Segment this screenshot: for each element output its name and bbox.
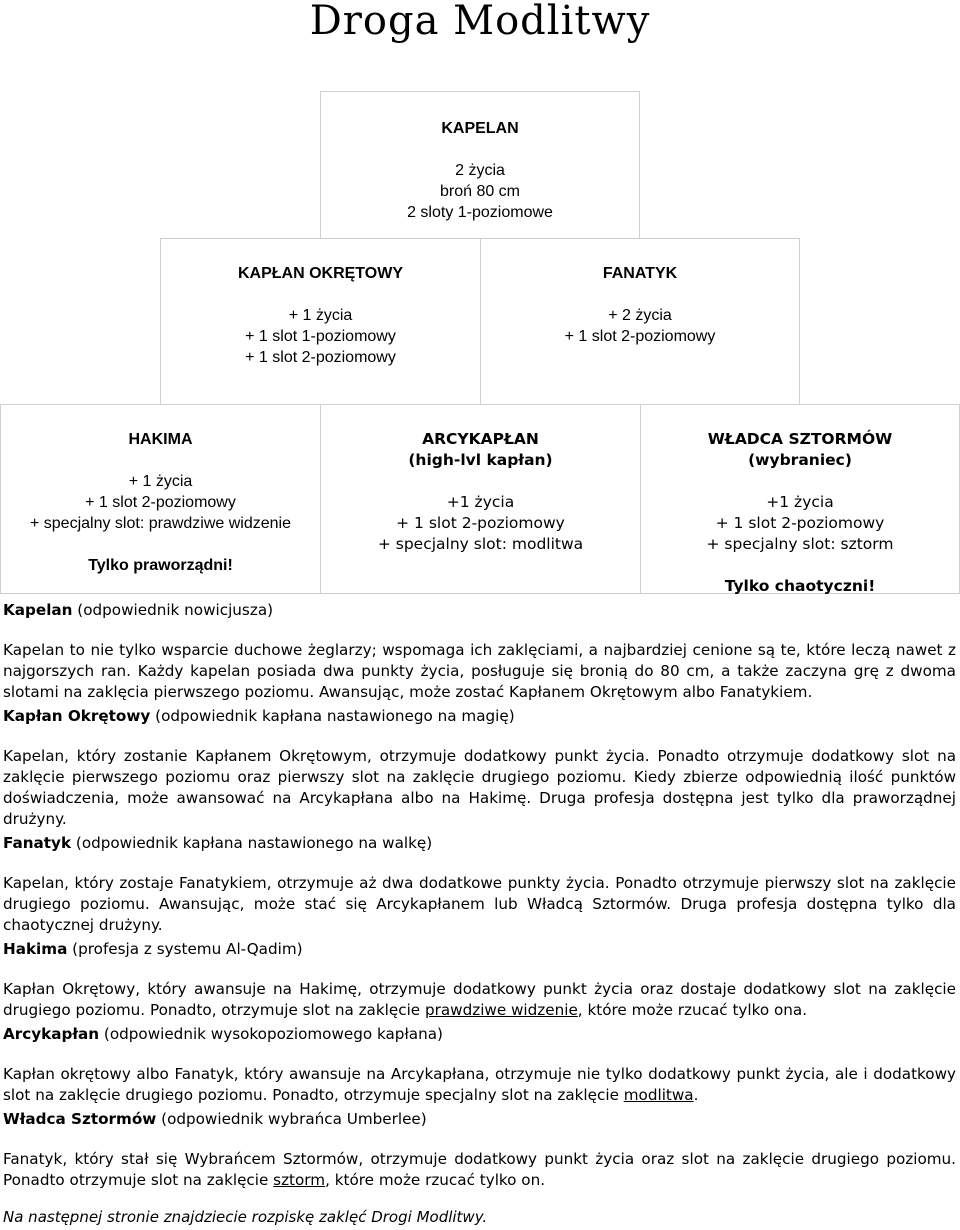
tree-level3-name: WŁADCA SZTORMÓW xyxy=(707,430,893,448)
tree-level3-line: +1 życia xyxy=(766,493,834,511)
tree-level3-line: + specjalny slot: modlitwa xyxy=(377,535,584,553)
section-qualifier: (odpowiednik kapłana nastawionego na walkę) xyxy=(71,834,433,852)
section-name: Władca Sztormów xyxy=(3,1110,157,1128)
section-heading-kaplan-okretowy xyxy=(3,706,956,727)
tree-root-box xyxy=(320,91,640,239)
tree-root-line: broń 80 cm xyxy=(439,183,521,200)
tree-level3-note: Tylko chaotyczni! xyxy=(724,577,876,595)
tree-level2-line: + 1 slot 2-poziomowy xyxy=(564,328,716,345)
tree-level2-line: + 1 slot 2-poziomowy xyxy=(245,349,396,366)
section-name: Fanatyk xyxy=(3,834,72,852)
section-text-part: , które może rzucać tylko ona. xyxy=(577,1001,808,1019)
tree-level3-line: + specjalny slot: prawdziwe widzenie xyxy=(29,515,291,532)
tree-root-name: KAPELAN xyxy=(441,120,519,137)
section-qualifier: (profesja z systemu Al-Qadim) xyxy=(67,940,303,958)
tree-level3-line: + specjalny slot: sztorm xyxy=(706,535,894,553)
section-text xyxy=(3,979,956,1021)
tree-level2-box-kaplan-okretowy xyxy=(160,238,481,405)
footer-note: Na następnej stronie znajdziecie rozpiskę zaklęć Drogi Modlitwy. xyxy=(3,1208,488,1226)
tree-level3-name: ARCYKAPŁAN xyxy=(422,430,539,448)
section-heading-arcykaplan xyxy=(3,1024,956,1045)
section-name: Hakima xyxy=(3,940,68,958)
tree-level3-box-wladca-sztormow xyxy=(640,404,960,594)
spell-link-sztorm[interactable]: sztorm xyxy=(273,1171,326,1189)
section-text xyxy=(3,1064,956,1106)
tree-level3-box-hakima xyxy=(0,404,321,594)
tree-level3-note: Tylko praworządni! xyxy=(88,557,233,574)
spell-link-prawdziwe-widzenie[interactable]: prawdziwe widzenie xyxy=(424,1001,578,1019)
tree-root-line: 2 sloty 1-poziomowe xyxy=(407,204,553,221)
tree-level2-line: + 1 życia xyxy=(288,307,353,324)
tree-level2-box-fanatyk xyxy=(480,238,800,405)
section-text xyxy=(3,1149,956,1191)
section-qualifier: (odpowiednik wysokopoziomowego kapłana) xyxy=(99,1025,443,1043)
section-qualifier: (odpowiednik nowicjusza) xyxy=(72,601,274,619)
section-heading-fanatyk xyxy=(3,833,956,854)
section-name: Kapelan xyxy=(3,601,73,619)
section-text-part: . xyxy=(693,1086,699,1104)
tree-level3-line: + 1 slot 2-poziomowy xyxy=(396,514,565,532)
tree-level3-box-arcykaplan xyxy=(320,404,641,594)
section-text-part: Fanatyk, który stał się Wybrańcem Sztormów, otrzymuje dodatkowy punkt życia oraz slot na zaklęcie drugiego poziomu. Ponadto otrzymuje slot na zaklęcie xyxy=(3,1150,956,1189)
tree-level3-line: + 1 życia xyxy=(128,473,193,490)
tree-root-line: 2 życia xyxy=(455,162,505,179)
tree-level3-line: + 1 slot 2-poziomowy xyxy=(85,494,236,511)
tree-level3-line: +1 życia xyxy=(446,493,515,511)
tree-level2-line: + 1 slot 1-poziomowy xyxy=(245,328,396,345)
section-heading-kapelan xyxy=(3,600,956,621)
tree-level3-subtitle: (high-lvl kapłan) xyxy=(408,451,553,469)
section-heading-hakima xyxy=(3,939,956,960)
descriptions xyxy=(3,600,956,1191)
tree-level3-line: + 1 slot 2-poziomowy xyxy=(715,514,885,532)
tree-level3-subtitle: (wybraniec) xyxy=(748,451,852,469)
section-text: Kapelan, który zostanie Kapłanem Okrętowym, otrzymuje dodatkowy punkt życia. Ponadto otrzymuje dodatkowy slot na zaklęcie pierwszego poziomu oraz pierwszy slot na zaklęcie drugiego poziomu. Kiedy zbierze odpowiednią ilość punktów doświadczenia, może awansować na Arcykapłana albo na Hakimę. Druga profesja dostępna jest tylko dla praworządnej drużyny. xyxy=(3,747,956,828)
section-qualifier: (odpowiednik wybrańca Umberlee) xyxy=(156,1110,427,1128)
section-text: Kapelan, który zostaje Fanatykiem, otrzymuje aż dwa dodatkowe punkty życia. Ponadto otrzymuje pierwszy slot na zaklęcie drugiego poziomu. Awansując, może stać się Arcykapłanem lub Władcą Sztormów. Druga profesja dostępna tylko dla chaotycznej drużyny. xyxy=(3,874,956,934)
tree-level2-name: FANATYK xyxy=(602,265,678,282)
tree-level2-name: KAPŁAN OKRĘTOWY xyxy=(237,265,404,282)
tree-level2-line: + 2 życia xyxy=(608,307,672,324)
section-text-part: Kapłan Okrętowy, który awansuje na Hakimę, otrzymuje dodatkowy punkt życia oraz dostaje dodatkowy slot na zaklęcie drugiego poziomu. Ponadto, otrzymuje slot na zaklęcie xyxy=(3,980,956,1019)
section-name: Arcykapłan xyxy=(3,1025,100,1043)
section-text: Kapelan to nie tylko wsparcie duchowe żeglarzy; wspomaga ich zaklęciami, a najbardziej cenione są te, które leczą nawet z najgorszych ran. Każdy kapelan posiada dwa punkty życia, posługuje się bronią do 80 cm, a także zaczyna grę z dwoma slotami na zaklęcia pierwszego poziomu. Awansując, może zostać Kapłanem Okrętowym albo Fanatykiem. xyxy=(3,641,956,701)
page-title: Droga Modlitwy xyxy=(309,0,651,44)
spell-link-modlitwa[interactable]: modlitwa xyxy=(623,1086,694,1104)
section-heading-wladca-sztormow xyxy=(3,1109,956,1130)
section-qualifier: (odpowiednik kapłana nastawionego na magię) xyxy=(150,707,515,725)
section-text-part: , które może rzucać tylko on. xyxy=(325,1171,546,1189)
section-name: Kapłan Okrętowy xyxy=(3,707,151,725)
section-text-part: Kapłan okrętowy albo Fanatyk, który awansuje na Arcykapłana, otrzymuje nie tylko dodatkowy punkt życia, ale i dodatkowy slot na zaklęcie drugiego poziomu. Ponadto, otrzymuje specjalny slot na zaklęcie xyxy=(3,1065,956,1104)
tree-level3-name: HAKIMA xyxy=(128,431,193,448)
